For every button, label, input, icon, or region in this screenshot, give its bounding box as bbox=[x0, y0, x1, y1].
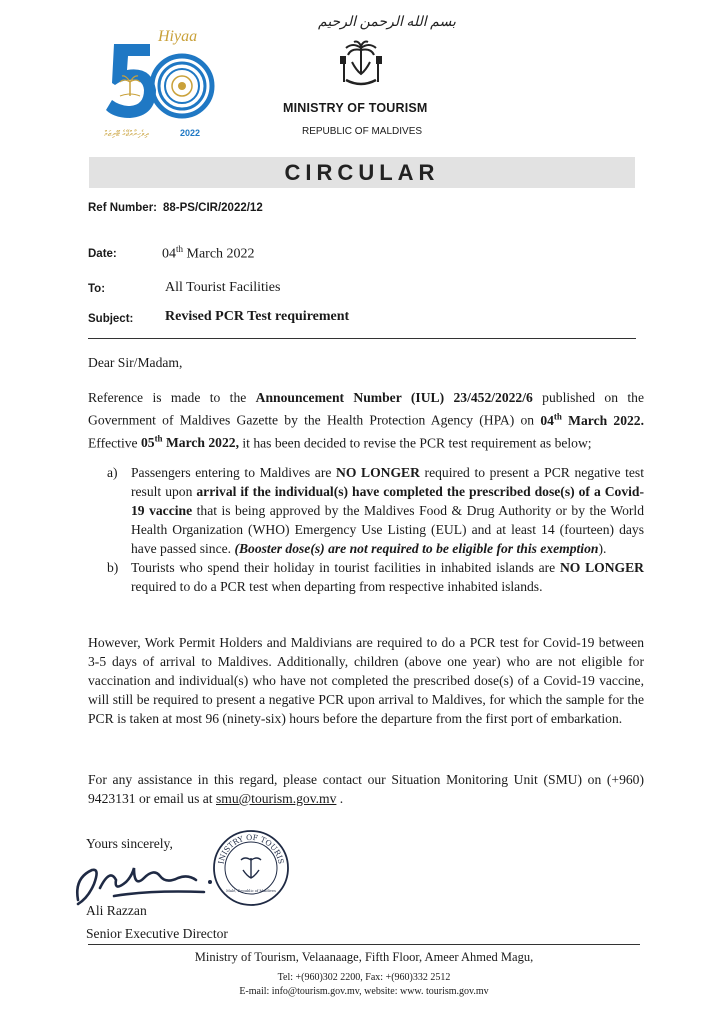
ref-label: Ref Number: bbox=[88, 202, 158, 214]
stamp-text: INISTRY OF TOURIS bbox=[216, 832, 286, 865]
bismillah-calligraphy: بسم الله الرحمن الرحيم bbox=[318, 15, 456, 30]
date-day: 04 bbox=[162, 246, 176, 262]
p1-text-1: Reference is made to the bbox=[88, 390, 256, 405]
list-item-b bbox=[107, 558, 644, 596]
ministry-stamp bbox=[211, 828, 291, 908]
list-marker-b: b) bbox=[107, 560, 119, 575]
p1-bold-3 bbox=[141, 435, 239, 450]
date-value bbox=[162, 244, 255, 263]
requirement-list bbox=[107, 463, 644, 596]
ministry-name: MINISTRY OF TOURISM bbox=[283, 101, 428, 115]
a-text-1: Passengers entering to Maldives are bbox=[131, 465, 337, 480]
date-rest: March 2022 bbox=[183, 246, 255, 262]
logo-script: Hiyaa bbox=[158, 28, 198, 45]
footer-divider bbox=[88, 944, 640, 945]
signatory-name: Ali Razzan bbox=[86, 903, 147, 918]
p1-date-day: 04 bbox=[540, 412, 554, 428]
p3-text-1: For any assistance in this regard, please contact our Situation Monitoring Unit (SMU) on (+960) 9423131 or email us at bbox=[88, 772, 644, 806]
b-bold-1: NO LONGER bbox=[559, 560, 644, 575]
paragraph-reference bbox=[88, 388, 644, 452]
p1-eff-rest: March 2022, bbox=[162, 435, 239, 451]
p1-bold-2 bbox=[540, 413, 644, 428]
state-emblem-graphic bbox=[336, 40, 386, 88]
footer-phone: Tel: +(960)302 2200, Fax: +(960)332 2512 bbox=[277, 972, 451, 983]
p1-text-3: Effective bbox=[88, 435, 141, 451]
list-body-a bbox=[131, 463, 644, 558]
p3-text-2: . bbox=[336, 791, 344, 806]
signature bbox=[70, 848, 220, 910]
list-body-b bbox=[131, 558, 644, 596]
date-label: Date: bbox=[88, 248, 117, 260]
anniversary-logo bbox=[100, 30, 218, 138]
b-text-1: Tourists who spend their holiday in tourist facilities in inhabited islands are bbox=[131, 560, 560, 575]
logo-caption: ދިވެހިރާއްޖޭގެ ޓޫރިޒަމް bbox=[104, 129, 149, 138]
subject-label: Subject: bbox=[88, 313, 134, 325]
smu-email-link[interactable]: smu@tourism.gov.mv bbox=[216, 791, 337, 806]
ref-value: 88-PS/CIR/2022/12 bbox=[163, 202, 263, 214]
signature-graphic bbox=[70, 848, 220, 910]
footer-address: Ministry of Tourism, Velaanaage, Fifth Floor, Ameer Ahmed Magu, bbox=[194, 950, 534, 964]
circular-title: CIRCULAR bbox=[284, 160, 440, 185]
p1-text-4: it has been decided to revise the PCR test requirement as below; bbox=[238, 435, 592, 451]
subject-value: Revised PCR Test requirement bbox=[165, 309, 350, 324]
b-text-2: required to do a PCR test when departing from respective inhabited islands. bbox=[131, 579, 543, 594]
list-item-a bbox=[107, 463, 644, 558]
p1-date-sup: th bbox=[553, 411, 562, 421]
republic-name: REPUBLIC OF MALDIVES bbox=[302, 126, 423, 137]
ministry-stamp-graphic bbox=[211, 828, 291, 908]
closing: Yours sincerely, bbox=[86, 836, 173, 851]
list-marker-a: a) bbox=[107, 465, 118, 480]
state-emblem bbox=[336, 40, 386, 88]
p1-text-2: published on the Government of Maldives Gazette by the Health Protection Agency (HPA) on bbox=[88, 390, 644, 428]
p1-date-rest: March 2022. bbox=[561, 412, 644, 428]
a-text-2: required to present a PCR negative test result upon bbox=[131, 465, 644, 499]
anniversary-logo-graphic bbox=[100, 30, 218, 138]
footer-web: E-mail: info@tourism.gov.mv, website: www. tourism.gov.mv bbox=[239, 986, 489, 997]
salutation: Dear Sir/Madam, bbox=[88, 355, 183, 370]
logo-year: 2022 bbox=[180, 128, 201, 138]
subject-divider bbox=[88, 338, 636, 339]
stamp-bottom: Malé, Republic of Maldives bbox=[226, 889, 276, 893]
p1-bold-1: Announcement Number (IUL) 23/452/2022/6 bbox=[255, 390, 533, 405]
paragraph-assistance bbox=[88, 770, 644, 808]
to-label: To: bbox=[88, 283, 106, 295]
a-bold-italic: (Booster dose(s) are not required to be eligible for this exemption bbox=[234, 541, 599, 556]
p1-eff-sup: th bbox=[154, 433, 163, 444]
to-value: All Tourist Facilities bbox=[165, 280, 281, 295]
signatory-title: Senior Executive Director bbox=[86, 926, 228, 941]
a-text-4: ). bbox=[598, 541, 607, 556]
paragraph-work-permit: However, Work Permit Holders and Maldivians are required to do a PCR test for Covid-19 between 3-5 days of arrival to Maldives. Additionally, children (above one year) who are not eligible for vaccination and individual(s) who have not completed the prescribed dose(s) of a Covid-19 vaccine, will still be required to present a negative PCR upon arrival to Maldives, for which the sample for the PCR is taken at most 96 (ninety-six) hours before the departure from the first port of embarkation. bbox=[88, 635, 644, 726]
date-sup: th bbox=[176, 244, 184, 254]
a-bold-2: arrival if the individual(s) have completed the prescribed dose(s) of a Covid-19 vaccine bbox=[131, 484, 644, 518]
a-text-3: that is being approved by the Maldives Food & Drug Authority or by the World Health Organization (WHO) Emergency Use Listing (EUL) and at least 14 (fourteen) days have passed since. bbox=[131, 503, 644, 556]
a-bold-1: NO LONGER bbox=[336, 465, 420, 480]
p1-eff-day: 05 bbox=[140, 435, 155, 451]
